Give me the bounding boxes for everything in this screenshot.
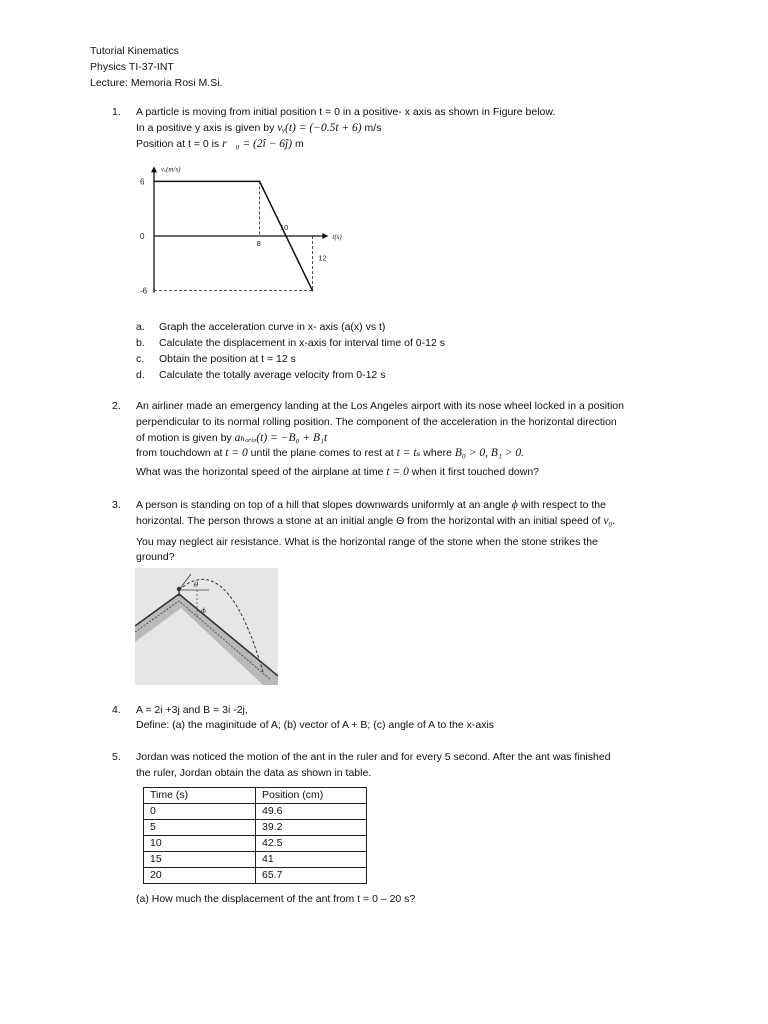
table-header-time: Time (s) xyxy=(144,788,256,804)
table-row xyxy=(144,804,367,820)
q2-line4-math1: t = 0 xyxy=(225,447,248,459)
table-cell-time: 0 xyxy=(144,804,256,820)
theta-label: θ xyxy=(194,581,199,589)
q3-line4: ground? xyxy=(136,551,175,563)
annotation-8: 8 xyxy=(256,239,261,248)
q3-line1 xyxy=(136,498,606,512)
hill-projectile-figure xyxy=(135,568,278,685)
q1-position-vector: r⃗₀ = (2î − 6ĵ) xyxy=(222,138,293,150)
table-cell-time: 20 xyxy=(144,868,256,884)
q4-line1: A = 2i +3j and B = 3i -2j, xyxy=(136,704,248,716)
q1-sub-a-text: Graph the acceleration curve in x- axis (a(x) vs t) xyxy=(159,321,386,333)
table-row xyxy=(144,868,367,884)
x-axis-label: t(s) xyxy=(332,233,342,241)
q1-line2 xyxy=(136,121,381,135)
q2-line4-math3: B₀ > 0, B₁ > 0. xyxy=(454,447,525,459)
q1-sub-b-label: b. xyxy=(136,337,145,349)
q3-line2-a: horizontal. The person throws a stone at an initial angle Θ from the horizontal with an initial speed of xyxy=(136,515,604,527)
q1-line3-suffix: m xyxy=(292,138,304,150)
q5-line1: Jordan was noticed the motion of the ant in the ruler and for every 5 second. After the ant was finished xyxy=(136,751,611,763)
table-cell-position: 39.2 xyxy=(256,820,367,836)
y-tick-label: 0 xyxy=(140,232,145,241)
table-cell-position: 42.5 xyxy=(256,836,367,852)
q1-sub-a-label: a. xyxy=(136,321,145,333)
q3-initial-speed: v₀. xyxy=(603,515,616,527)
q2-line3 xyxy=(136,431,327,445)
q1-number: 1. xyxy=(112,106,121,118)
q1-sub-b-text: Calculate the displacement in x-axis for interval time of 0-12 s xyxy=(159,337,445,349)
q2-line5 xyxy=(136,465,539,479)
q2-line2: perpendicular to its normal rolling position. The component of the acceleration in the horizontal direction xyxy=(136,416,617,428)
table-row xyxy=(144,820,367,836)
header-course: Tutorial Kinematics xyxy=(90,45,179,57)
table-cell-position: 65.7 xyxy=(256,868,367,884)
q3-line2 xyxy=(136,514,615,528)
phi-label: ϕ xyxy=(201,607,206,615)
q2-line4 xyxy=(136,446,524,460)
y-axis-label: vₓ(m/s) xyxy=(161,165,181,174)
table-cell-time: 5 xyxy=(144,820,256,836)
q2-line4-a: from touchdown at xyxy=(136,447,226,459)
q2-acceleration-equation: aₕₒᵣᵢₔ(t) = −B₀ + B₁t xyxy=(234,432,328,444)
q1-velocity-equation: vᵧ(t) = (−0.5t + 6) xyxy=(277,122,362,134)
q2-line4-b: until the plane comes to rest at xyxy=(247,447,397,459)
q1-sub-d-text: Calculate the totally average velocity from 0-12 s xyxy=(159,369,386,381)
x-axis-arrow xyxy=(322,233,328,239)
q1-sub-d-label: d. xyxy=(136,369,145,381)
q5-number: 5. xyxy=(112,751,121,763)
q4-number: 4. xyxy=(112,704,121,716)
table-cell-time: 15 xyxy=(144,852,256,868)
y-tick-label: 6 xyxy=(140,177,145,187)
table-header-row xyxy=(144,788,367,804)
annotation-12: 12 xyxy=(318,253,327,263)
q3-line3: You may neglect air resistance. What is the horizontal range of the stone when the stone strikes the xyxy=(136,536,598,548)
q1-line2-suffix: m/s xyxy=(361,122,382,134)
q1-line2-prefix: In a positive y axis is given by xyxy=(136,122,278,134)
q2-line5-math: t = 0 xyxy=(386,466,409,478)
q2-number: 2. xyxy=(112,400,121,412)
q1-line3 xyxy=(136,137,304,151)
table-cell-position: 41 xyxy=(256,852,367,868)
q4-line2: Define: (a) the maginitude of A; (b) vector of A + B; (c) angle of A to the x-axis xyxy=(136,719,495,731)
q3-line1-b: with respect to the xyxy=(517,499,606,511)
header-class: Physics TI-37-INT xyxy=(90,61,174,73)
q2-line4-math2: t = tₛ xyxy=(396,447,421,459)
y-axis-arrow xyxy=(151,166,157,172)
data-point xyxy=(153,181,155,183)
q1-sub-c-label: c. xyxy=(136,353,145,365)
q5-sub-a: (a) How much the displacement of the ant from t = 0 – 20 s? xyxy=(136,893,416,905)
table-cell-position: 49.6 xyxy=(256,804,367,820)
q3-number: 3. xyxy=(112,499,121,511)
q2-line4-c: where xyxy=(420,447,455,459)
ant-position-table xyxy=(143,787,367,884)
header-lecturer: Lecture: Memoria Rosi M.Si. xyxy=(90,77,223,89)
q3-phi-symbol: ϕ xyxy=(511,499,518,511)
q1-line1: A particle is moving from initial position t = 0 in a positive- x axis as shown in Figure below. xyxy=(136,106,556,118)
q3-line1-a: A person is standing on top of a hill that slopes downwards uniformly at an angle xyxy=(136,499,512,511)
q2-line1: An airliner made an emergency landing at the Los Angeles airport with its nose wheel locked in a position xyxy=(136,400,624,412)
table-cell-time: 10 xyxy=(144,836,256,852)
q2-line3-prefix: of motion is given by xyxy=(136,432,235,444)
q1-line3-prefix: Position at t = 0 is xyxy=(136,138,223,150)
velocity-time-chart xyxy=(130,158,350,298)
table-row xyxy=(144,836,367,852)
y-tick-label: -6 xyxy=(140,286,148,296)
q2-line5-b: when it first touched down? xyxy=(408,466,540,478)
table-row xyxy=(144,852,367,868)
annotation-10: 10 xyxy=(280,223,289,232)
q2-line5-a: What was the horizontal speed of the airplane at time xyxy=(136,466,387,478)
table-header-position: Position (cm) xyxy=(256,788,367,804)
q1-sub-c-text: Obtain the position at t = 12 s xyxy=(159,353,296,365)
q5-line2: the ruler, Jordan obtain the data as shown in table. xyxy=(136,767,372,779)
